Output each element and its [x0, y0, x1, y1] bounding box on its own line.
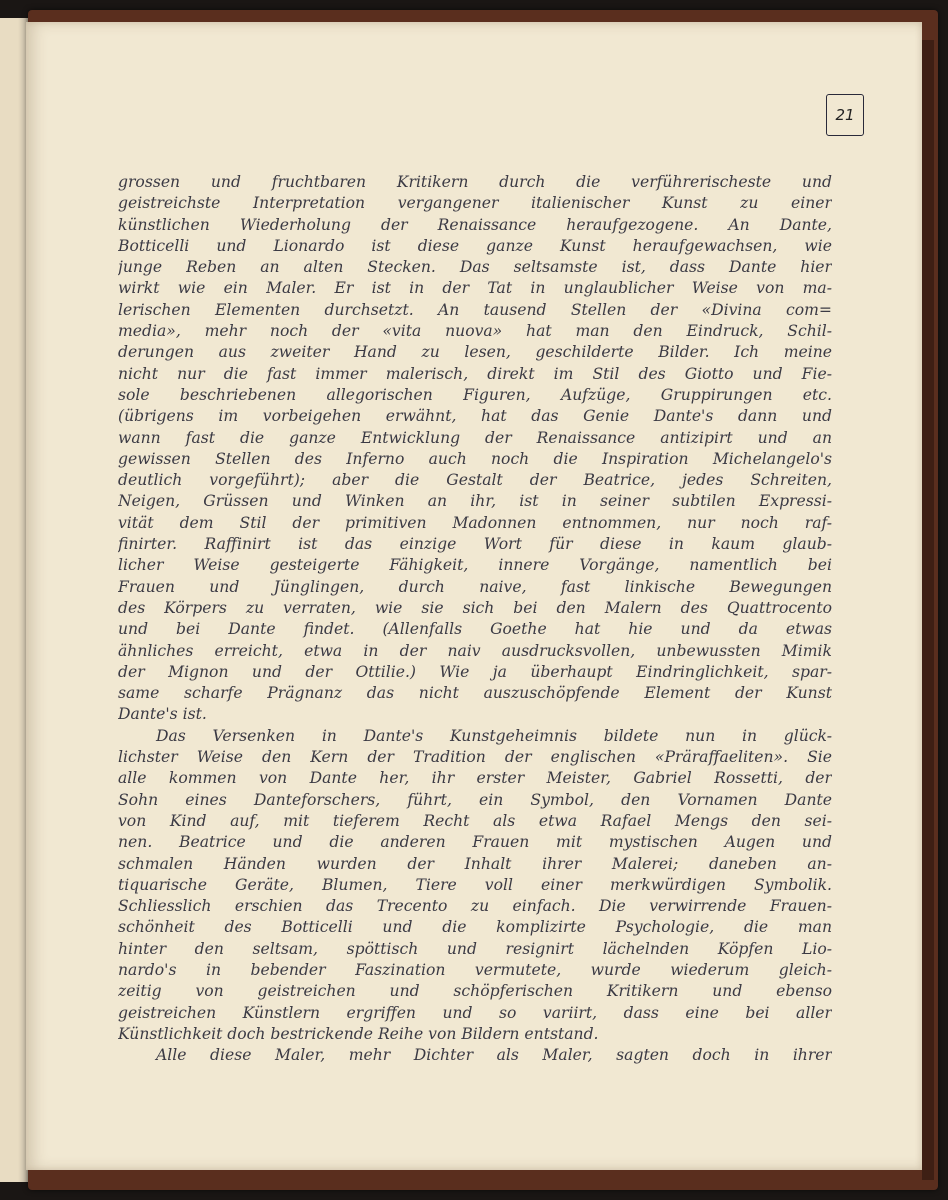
- text-line: lerischen Elementen durchsetzt. An tausend Stellen der «Divina com=: [118, 300, 832, 319]
- text-line: und bei Dante findet. (Allenfalls Goethe hat hie und da etwas: [118, 620, 832, 639]
- text-line: geistreichste Interpretation vergangener italienischer Kunst zu einer: [118, 194, 832, 213]
- text-line: (übrigens im vorbeigehen erwähnt, hat das Genie Dante's dann und: [118, 407, 832, 426]
- text-line: wann fast die ganze Entwicklung der Renaissance antizipirt und an: [118, 428, 832, 447]
- page-number-box: 21: [826, 94, 864, 136]
- manuscript-page: [26, 22, 922, 1170]
- text-line: wirkt wie ein Maler. Er ist in der Tat in unglaublicher Weise von ma-: [118, 279, 832, 298]
- text-line: geistreichen Künstlern ergriffen und so variirt, dass eine bei aller: [118, 1003, 832, 1022]
- text-line: nen. Beatrice und die anderen Frauen mit mystischen Augen und: [118, 833, 832, 852]
- text-line: junge Reben an alten Stecken. Das seltsamste ist, dass Dante hier: [118, 258, 832, 277]
- text-line: sole beschriebenen allegorischen Figuren, Aufzüge, Gruppirungen etc.: [118, 385, 832, 404]
- text-line: derungen aus zweiter Hand zu lesen, geschilderte Bilder. Ich meine: [118, 343, 832, 362]
- text-line: der Mignon und der Ottilie.) Wie ja überhaupt Eindringlichkeit, spar-: [118, 662, 832, 681]
- text-line: des Körpers zu verraten, wie sie sich bei den Malern des Quattrocento: [118, 598, 832, 617]
- text-line: Dante's ist.: [118, 705, 207, 724]
- text-line: nicht nur die fast immer malerisch, direkt im Stil des Giotto und Fie-: [118, 364, 832, 383]
- cover-spine-edge: [922, 40, 934, 1180]
- text-line: Künstlichkeit doch bestrickende Reihe von Bildern entstand.: [118, 1024, 599, 1043]
- text-line: Alle diese Maler, mehr Dichter als Maler, sagten doch in ihrer: [156, 1046, 832, 1065]
- text-line: nardo's in bebender Faszination vermutete, wurde wiederum gleich-: [118, 960, 832, 979]
- text-line: künstlichen Wiederholung der Renaissance heraufgezogene. An Dante,: [118, 215, 832, 234]
- handwritten-text-block: [118, 172, 832, 1066]
- text-line: gewissen Stellen des Inferno auch noch die Inspiration Michelangelo's: [118, 449, 832, 468]
- text-line: finirter. Raffinirt ist das einzige Wort für diese in kaum glaub-: [118, 535, 832, 554]
- text-line: Schliesslich erschien das Trecento zu einfach. Die verwirrende Frauen-: [118, 897, 832, 916]
- text-line: Sohn eines Danteforschers, führt, ein Symbol, den Vornamen Dante: [118, 790, 832, 809]
- text-line: vität dem Stil der primitiven Madonnen entnommen, nur noch raf-: [118, 513, 832, 532]
- text-line: Frauen und Jünglingen, durch naive, fast linkische Bewegungen: [118, 577, 832, 596]
- text-line: Das Versenken in Dante's Kunstgeheimnis bildete nun in glück-: [156, 726, 832, 745]
- text-line: hinter den seltsam, spöttisch und resignirt lächelnden Köpfen Lio-: [118, 939, 832, 958]
- text-line: schönheit des Botticelli und die komplizirte Psychologie, die man: [118, 918, 832, 937]
- text-line: von Kind auf, mit tieferem Recht als etwa Rafael Mengs den sei-: [118, 811, 832, 830]
- text-line: alle kommen von Dante her, ihr erster Meister, Gabriel Rossetti, der: [118, 769, 832, 788]
- text-line: grossen und fruchtbaren Kritikern durch die verführerischeste und: [118, 173, 832, 191]
- text-line: deutlich vorgeführt); aber die Gestalt der Beatrice, jedes Schreiten,: [118, 471, 832, 490]
- text-line: media», mehr noch der «vita nuova» hat man den Eindruck, Schil-: [118, 322, 832, 341]
- text-line: Botticelli und Lionardo ist diese ganze Kunst heraufgewachsen, wie: [118, 236, 832, 255]
- text-line: tiquarische Geräte, Blumen, Tiere voll einer merkwürdigen Symbolik.: [118, 875, 832, 894]
- text-line: zeitig von geistreichen und schöpferischen Kritikern und ebenso: [118, 982, 832, 1001]
- text-line: ähnliches erreicht, etwa in der naiv ausdrucksvollen, unbewussten Mimik: [118, 641, 832, 660]
- text-line: Neigen, Grüssen und Winken an ihr, ist in seiner subtilen Expressi-: [118, 492, 832, 511]
- text-line: lichster Weise den Kern der Tradition der englischen «Präraffaeliten». Sie: [118, 748, 832, 767]
- text-line: schmalen Händen wurden der Inhalt ihrer Malerei; daneben an-: [118, 854, 832, 873]
- text-line: licher Weise gesteigerte Fähigkeit, innere Vorgänge, namentlich bei: [118, 556, 832, 575]
- text-line: same scharfe Prägnanz das nicht auszuschöpfende Element der Kunst: [118, 684, 832, 703]
